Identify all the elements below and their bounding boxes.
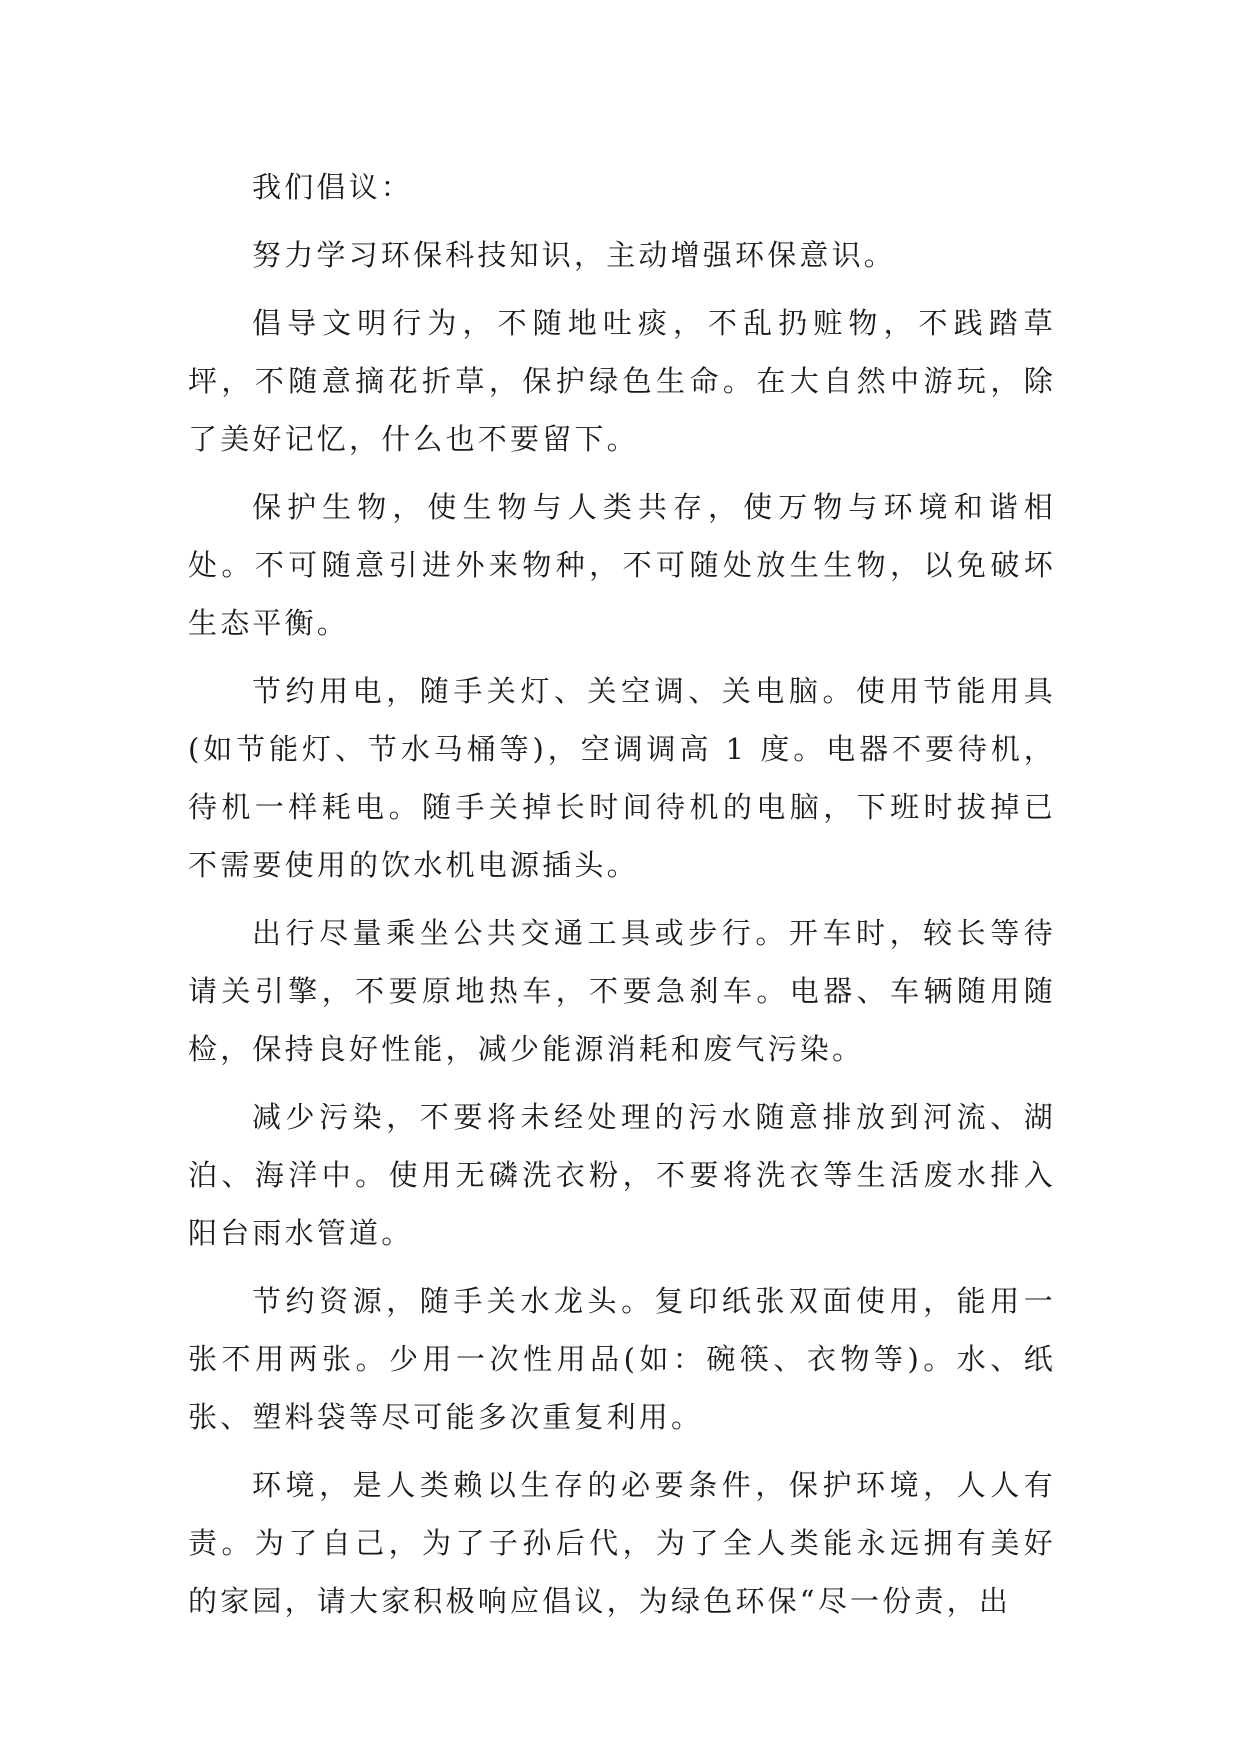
paragraph-protect-organisms: 保护生物，使生物与人类共存，使万物与环境和谐相处。不可随意引进外来物种，不可随处放生生物，以免破坏生态平衡。 <box>188 490 1056 640</box>
paragraph-closing-call: 环境，是人类赖以生存的必要条件，保护环境，人人有责。为了自己，为了子孙后代，为了全人类能永远拥有美好的家园，请大家积极响应倡议，为绿色环保“尽一份责，出 <box>188 1468 1056 1618</box>
paragraph-save-electricity: 节约用电，随手关灯、关空调、关电脑。使用节能用具(如节能灯、节水马桶等)，空调调高 1 度。电器不要待机，待机一样耗电。随手关掉长时间待机的电脑，下班时拔掉已不需要使用的饮水机电源插头。 <box>188 674 1056 882</box>
paragraph-reduce-pollution: 减少污染，不要将未经处理的污水随意排放到河流、湖泊、海洋中。使用无磷洗衣粉，不要将洗衣等生活废水排入阳台雨水管道。 <box>188 1100 1056 1250</box>
paragraph-civilized-behavior: 倡导文明行为，不随地吐痰，不乱扔赃物，不践踏草坪，不随意摘花折草，保护绿色生命。在大自然中游玩，除了美好记忆，什么也不要留下。 <box>188 306 1056 456</box>
paragraph-proposal-heading: 我们倡议： <box>252 170 414 204</box>
document-body <box>188 158 1056 1640</box>
paragraph-save-resources: 节约资源，随手关水龙头。复印纸张双面使用，能用一张不用两张。少用一次性用品(如：碗筷、衣物等)。水、纸张、塑料袋等尽可能多次重复利用。 <box>188 1284 1056 1434</box>
paragraph-public-transport: 出行尽量乘坐公共交通工具或步行。开车时，较长等待请关引擎，不要原地热车，不要急刹车。电器、车辆随用随检，保持良好性能，减少能源消耗和废气污染。 <box>188 916 1056 1066</box>
paragraph-learn-knowledge: 努力学习环保科技知识，主动增强环保意识。 <box>252 238 897 272</box>
